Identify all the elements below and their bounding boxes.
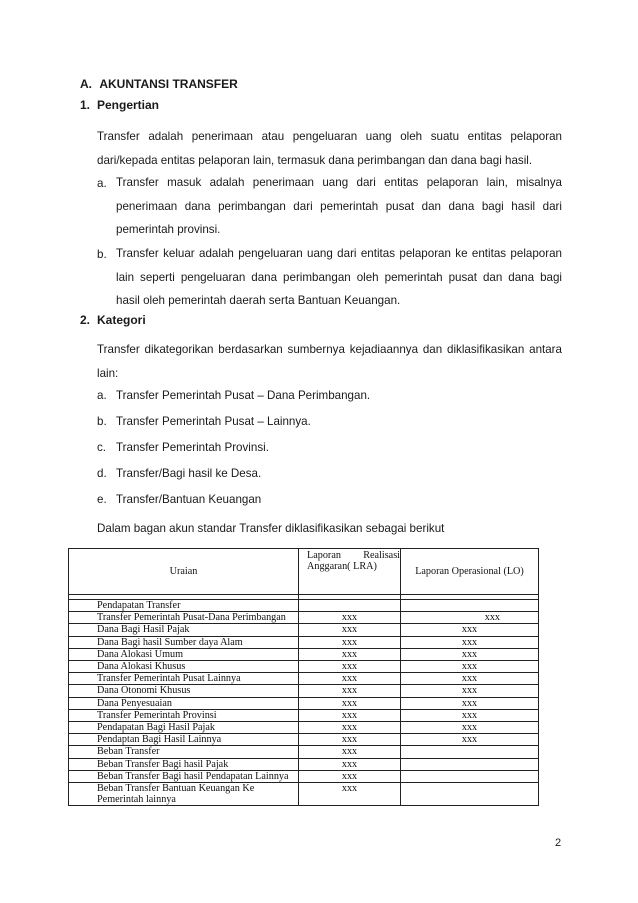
header-uraian-label: Uraian bbox=[169, 565, 198, 577]
cell-lra: xxx bbox=[299, 697, 401, 709]
cell-lra: xxx bbox=[299, 636, 401, 648]
cell-lra: xxx bbox=[299, 661, 401, 673]
header-lo bbox=[401, 549, 539, 595]
cell-uraian: Dana Penyesuaian bbox=[69, 697, 299, 709]
cell-lra: xxx bbox=[299, 770, 401, 782]
cell-lra: xxx bbox=[299, 685, 401, 697]
list-item-label: e. bbox=[97, 493, 107, 506]
table-row bbox=[69, 673, 539, 685]
section-heading bbox=[80, 77, 238, 91]
cell-uraian: Beban Transfer Bagi hasil Pendapatan Lainnya bbox=[69, 770, 299, 782]
table-row bbox=[69, 661, 539, 673]
definition-line-1: Transfer adalah penerimaan atau pengeluaran uang oleh suatu entitas pelaporan bbox=[97, 130, 562, 143]
list-item-label: d. bbox=[97, 467, 107, 480]
cell-uraian: Pendapatan Bagi Hasil Pajak bbox=[69, 722, 299, 734]
subsection-2-number: 2. bbox=[80, 313, 91, 327]
item-a-text bbox=[116, 171, 562, 242]
cell-lra: xxx bbox=[299, 648, 401, 660]
cell-uraian: Pendaptan Bagi Hasil Lainnya bbox=[69, 734, 299, 746]
list-item bbox=[97, 415, 311, 441]
table-body bbox=[69, 595, 539, 806]
table-row bbox=[69, 734, 539, 746]
item-b-line-3: hasil oleh pemerintah daerah serta Bantuan Keuangan. bbox=[116, 294, 401, 307]
header-lra bbox=[299, 549, 401, 595]
list-item bbox=[97, 389, 371, 415]
table-header-row bbox=[69, 549, 539, 595]
cell-lo: xxx bbox=[401, 636, 539, 648]
section-letter: A. bbox=[80, 77, 92, 91]
cell-uraian: Pendapatan Transfer bbox=[69, 600, 299, 612]
cell-lo: xxx bbox=[401, 685, 539, 697]
cell-lo bbox=[401, 758, 539, 770]
cell-lo: xxx bbox=[401, 648, 539, 660]
cell-lra: xxx bbox=[299, 722, 401, 734]
item-a-line-2: penerimaan dana perimbangan dari pemerintah pusat dan dana bagi hasil dari bbox=[116, 199, 562, 213]
cell-uraian: Beban Transfer Bantuan Keuangan Ke Pemerintah lainnya bbox=[69, 783, 299, 806]
cell-lra: xxx bbox=[299, 758, 401, 770]
list-item bbox=[97, 493, 262, 519]
cell-lo: xxx bbox=[401, 673, 539, 685]
item-b-text bbox=[116, 242, 562, 313]
list-item-text: Transfer Pemerintah Pusat – Lainnya. bbox=[116, 415, 311, 428]
list-item-label: c. bbox=[97, 441, 107, 454]
table-row bbox=[69, 636, 539, 648]
table-row bbox=[69, 746, 539, 758]
cell-uraian: Dana Alokasi Khusus bbox=[69, 661, 299, 673]
table-row bbox=[69, 709, 539, 721]
table-row bbox=[69, 770, 539, 782]
subsection-2-heading bbox=[80, 313, 146, 327]
table-row bbox=[69, 612, 539, 624]
cell-uraian: Dana Alokasi Umum bbox=[69, 648, 299, 660]
list-item bbox=[97, 467, 262, 493]
cell-uraian: Dana Otonomi Khusus bbox=[69, 685, 299, 697]
cell-lo: xxx bbox=[401, 722, 539, 734]
cell-uraian: Beban Transfer Bagi hasil Pajak bbox=[69, 758, 299, 770]
cell-lo: xxx bbox=[401, 709, 539, 721]
table-row bbox=[69, 624, 539, 636]
table-row bbox=[69, 600, 539, 612]
table-row bbox=[69, 648, 539, 660]
subsection-1-number: 1. bbox=[80, 98, 91, 112]
cell-lra: xxx bbox=[299, 673, 401, 685]
item-b-label: b. bbox=[97, 248, 107, 261]
header-lra-line-1: Laporan Realisasi bbox=[307, 550, 400, 561]
definition-line-2: dari/kepada entitas pelaporan lain, termasuk dana perimbangan dan dana bagi hasil. bbox=[97, 153, 533, 167]
list-item-text: Transfer/Bantuan Keuangan bbox=[116, 493, 262, 506]
subsection-2-title: Kategori bbox=[97, 313, 146, 327]
category-intro-line-1: Transfer dikategorikan berdasarkan sumbernya kejadiaannya dan diklasifikasikan antara bbox=[97, 343, 562, 356]
cell-lra: xxx bbox=[299, 624, 401, 636]
cell-lra: xxx bbox=[299, 746, 401, 758]
cell-lra bbox=[299, 600, 401, 612]
section-title: AKUNTANSI TRANSFER bbox=[99, 77, 238, 91]
cell-uraian: Transfer Pemerintah Provinsi bbox=[69, 709, 299, 721]
cell-lo: xxx bbox=[401, 697, 539, 709]
cell-uraian: Transfer Pemerintah Pusat-Dana Perimbangan bbox=[69, 612, 299, 624]
list-item-text: Transfer Pemerintah Pusat – Dana Perimbangan. bbox=[116, 389, 371, 402]
table-row bbox=[69, 722, 539, 734]
list-item-text: Transfer Pemerintah Provinsi. bbox=[116, 441, 269, 454]
item-b-line-2: lain seperti pengeluaran dana perimbangan oleh pemerintah pusat dan dana bagi bbox=[116, 270, 562, 284]
cell-lo bbox=[401, 783, 539, 806]
table-row bbox=[69, 697, 539, 709]
page-number: 2 bbox=[555, 837, 562, 849]
item-b-line-1: Transfer keluar adalah pengeluaran uang dari entitas pelaporan ke entitas pelaporan bbox=[116, 247, 562, 260]
item-a-label: a. bbox=[97, 177, 107, 190]
cell-lo: xxx bbox=[401, 624, 539, 636]
cell-uraian: Beban Transfer bbox=[69, 746, 299, 758]
table-row bbox=[69, 783, 539, 806]
table-row bbox=[69, 758, 539, 770]
cell-lo: xxx bbox=[401, 661, 539, 673]
cell-lra: xxx bbox=[299, 783, 401, 806]
cell-uraian: Dana Bagi Hasil Pajak bbox=[69, 624, 299, 636]
subsection-1-heading bbox=[80, 98, 160, 112]
cell-lo bbox=[401, 600, 539, 612]
cell-lra: xxx bbox=[299, 612, 401, 624]
table-row bbox=[69, 685, 539, 697]
definition-paragraph bbox=[97, 125, 562, 172]
cell-lo: xxx bbox=[401, 612, 539, 624]
subsection-1-title: Pengertian bbox=[97, 98, 160, 112]
header-uraian bbox=[69, 549, 299, 595]
cell-lra: xxx bbox=[299, 709, 401, 721]
list-item-label: b. bbox=[97, 415, 107, 428]
item-a-line-3: pemerintah provinsi. bbox=[116, 223, 221, 236]
cell-uraian: Dana Bagi hasil Sumber daya Alam bbox=[69, 636, 299, 648]
list-item bbox=[97, 441, 269, 467]
cell-lo bbox=[401, 746, 539, 758]
cell-lo: xxx bbox=[401, 734, 539, 746]
list-item-label: a. bbox=[97, 389, 107, 402]
category-intro bbox=[97, 338, 562, 385]
table-intro: Dalam bagan akun standar Transfer diklasifikasikan sebagai berikut bbox=[97, 522, 445, 535]
cell-lra: xxx bbox=[299, 734, 401, 746]
item-a-line-1: Transfer masuk adalah penerimaan uang dari entitas pelaporan lain, misalnya bbox=[116, 176, 562, 189]
account-table bbox=[68, 548, 539, 806]
header-lra-line-2: Anggaran( LRA) bbox=[307, 561, 377, 573]
cell-lo bbox=[401, 770, 539, 782]
category-intro-line-2: lain: bbox=[97, 366, 119, 380]
category-list bbox=[97, 389, 371, 519]
list-item-text: Transfer/Bagi hasil ke Desa. bbox=[116, 467, 262, 480]
header-lo-label: Laporan Operasional (LO) bbox=[415, 565, 524, 577]
cell-uraian: Transfer Pemerintah Pusat Lainnya bbox=[69, 673, 299, 685]
